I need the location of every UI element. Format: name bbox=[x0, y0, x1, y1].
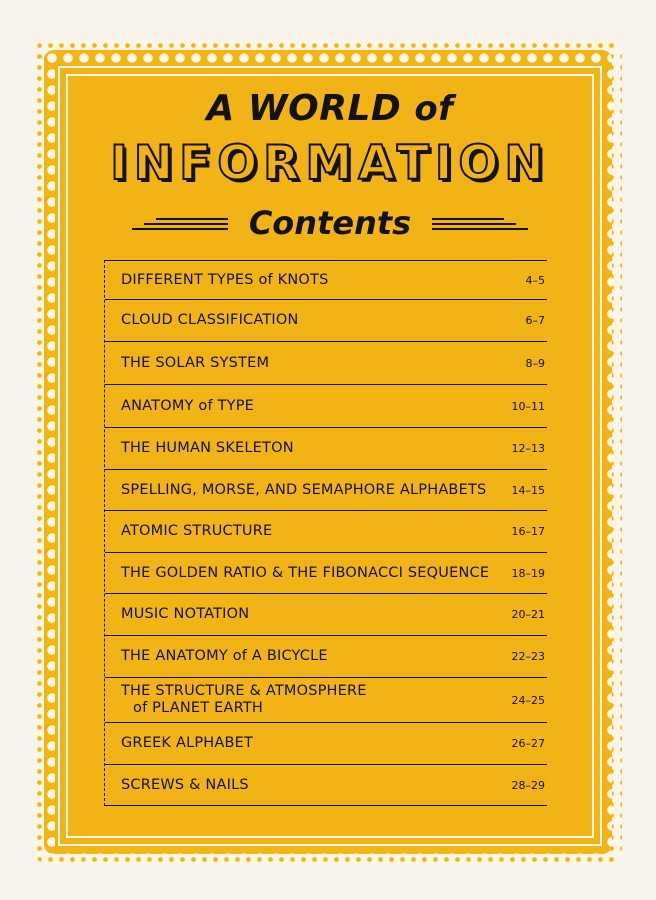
toc-entry-title bbox=[121, 272, 328, 289]
title-a-world: A WORLD bbox=[206, 88, 402, 129]
toc-entry-title-line: ANATOMY of TYPE bbox=[121, 397, 255, 414]
toc-entry-title-line: THE ANATOMY of A BICYCLE bbox=[121, 648, 328, 664]
toc-row bbox=[105, 635, 547, 677]
toc-entry-title bbox=[121, 398, 254, 415]
toc-row bbox=[105, 469, 547, 510]
toc-entry-pages: 28–29 bbox=[511, 778, 545, 792]
toc-row bbox=[105, 427, 547, 469]
toc-entry-title bbox=[121, 777, 249, 794]
toc-row bbox=[105, 552, 547, 593]
toc-entry-title-line: SCREWS & NAILS bbox=[121, 776, 249, 793]
toc-entry-title-line: ATOMIC STRUCTURE bbox=[121, 523, 273, 539]
title-of: of bbox=[414, 89, 454, 129]
toc-entry-pages: 22–23 bbox=[511, 650, 545, 663]
toc-entry-title bbox=[121, 735, 253, 752]
toc-row bbox=[105, 722, 547, 764]
toc-entry-title bbox=[121, 683, 367, 717]
toc-entry-pages: 18–19 bbox=[511, 566, 545, 580]
toc-entry-title-line: THE SOLAR SYSTEM bbox=[121, 354, 270, 371]
toc-entry-title-line: THE HUMAN SKELETON bbox=[121, 440, 294, 456]
toc-row bbox=[105, 299, 547, 341]
toc-entry-title-line: THE STRUCTURE & ATMOSPHERE bbox=[121, 683, 367, 699]
toc-entry-title-line: CLOUD CLASSIFICATION bbox=[121, 312, 299, 328]
toc-entry-pages: 10–11 bbox=[511, 399, 545, 413]
toc-entry-pages: 26–27 bbox=[511, 737, 545, 750]
toc-entry-pages: 8–9 bbox=[525, 356, 545, 370]
toc-row bbox=[105, 677, 547, 722]
toc-entry-title-line: MUSIC NOTATION bbox=[121, 606, 250, 622]
toc-row bbox=[105, 384, 547, 427]
toc-entry-pages: 6–7 bbox=[525, 314, 545, 327]
toc-entry-pages: 16–17 bbox=[511, 525, 545, 538]
toc-entry-title bbox=[121, 482, 486, 499]
contents-heading bbox=[60, 204, 600, 248]
toc-row bbox=[105, 764, 547, 806]
toc-entry-pages: 14–15 bbox=[511, 483, 545, 497]
toc-row bbox=[105, 593, 547, 635]
toc-entry-title-line: DIFFERENT TYPES of KNOTS bbox=[121, 271, 329, 288]
toc-entry-title bbox=[121, 606, 249, 623]
toc-entry-title bbox=[121, 355, 269, 372]
toc-entry-title bbox=[121, 565, 489, 582]
toc-entry-pages: 20–21 bbox=[511, 608, 545, 621]
toc-entry-title bbox=[121, 648, 328, 665]
toc-entry-title bbox=[121, 523, 272, 540]
contents-label: Contents bbox=[248, 204, 412, 242]
toc-row bbox=[105, 260, 547, 299]
toc-row bbox=[105, 341, 547, 384]
toc-entry-pages: 12–13 bbox=[511, 442, 545, 455]
toc-entry-pages: 24–25 bbox=[511, 693, 545, 707]
contents-panel bbox=[58, 66, 602, 846]
toc-entry-title-line-2: of PLANET EARTH bbox=[133, 700, 263, 716]
title-line-1 bbox=[60, 88, 600, 129]
toc-entry-title bbox=[121, 312, 299, 329]
title-information: INFORMATION bbox=[110, 136, 550, 191]
toc-row bbox=[105, 510, 547, 552]
toc-entry-pages: 4–5 bbox=[525, 273, 545, 287]
toc-entry-title bbox=[121, 440, 294, 457]
right-decorative-lines bbox=[432, 218, 528, 232]
toc-entry-title-line: GREEK ALPHABET bbox=[121, 735, 254, 751]
table-of-contents bbox=[104, 260, 547, 806]
toc-entry-title-line: THE GOLDEN RATIO & THE FIBONACCI SEQUENCE bbox=[121, 564, 490, 581]
toc-entry-title-line: SPELLING, MORSE, AND SEMAPHORE ALPHABETS bbox=[121, 481, 487, 498]
